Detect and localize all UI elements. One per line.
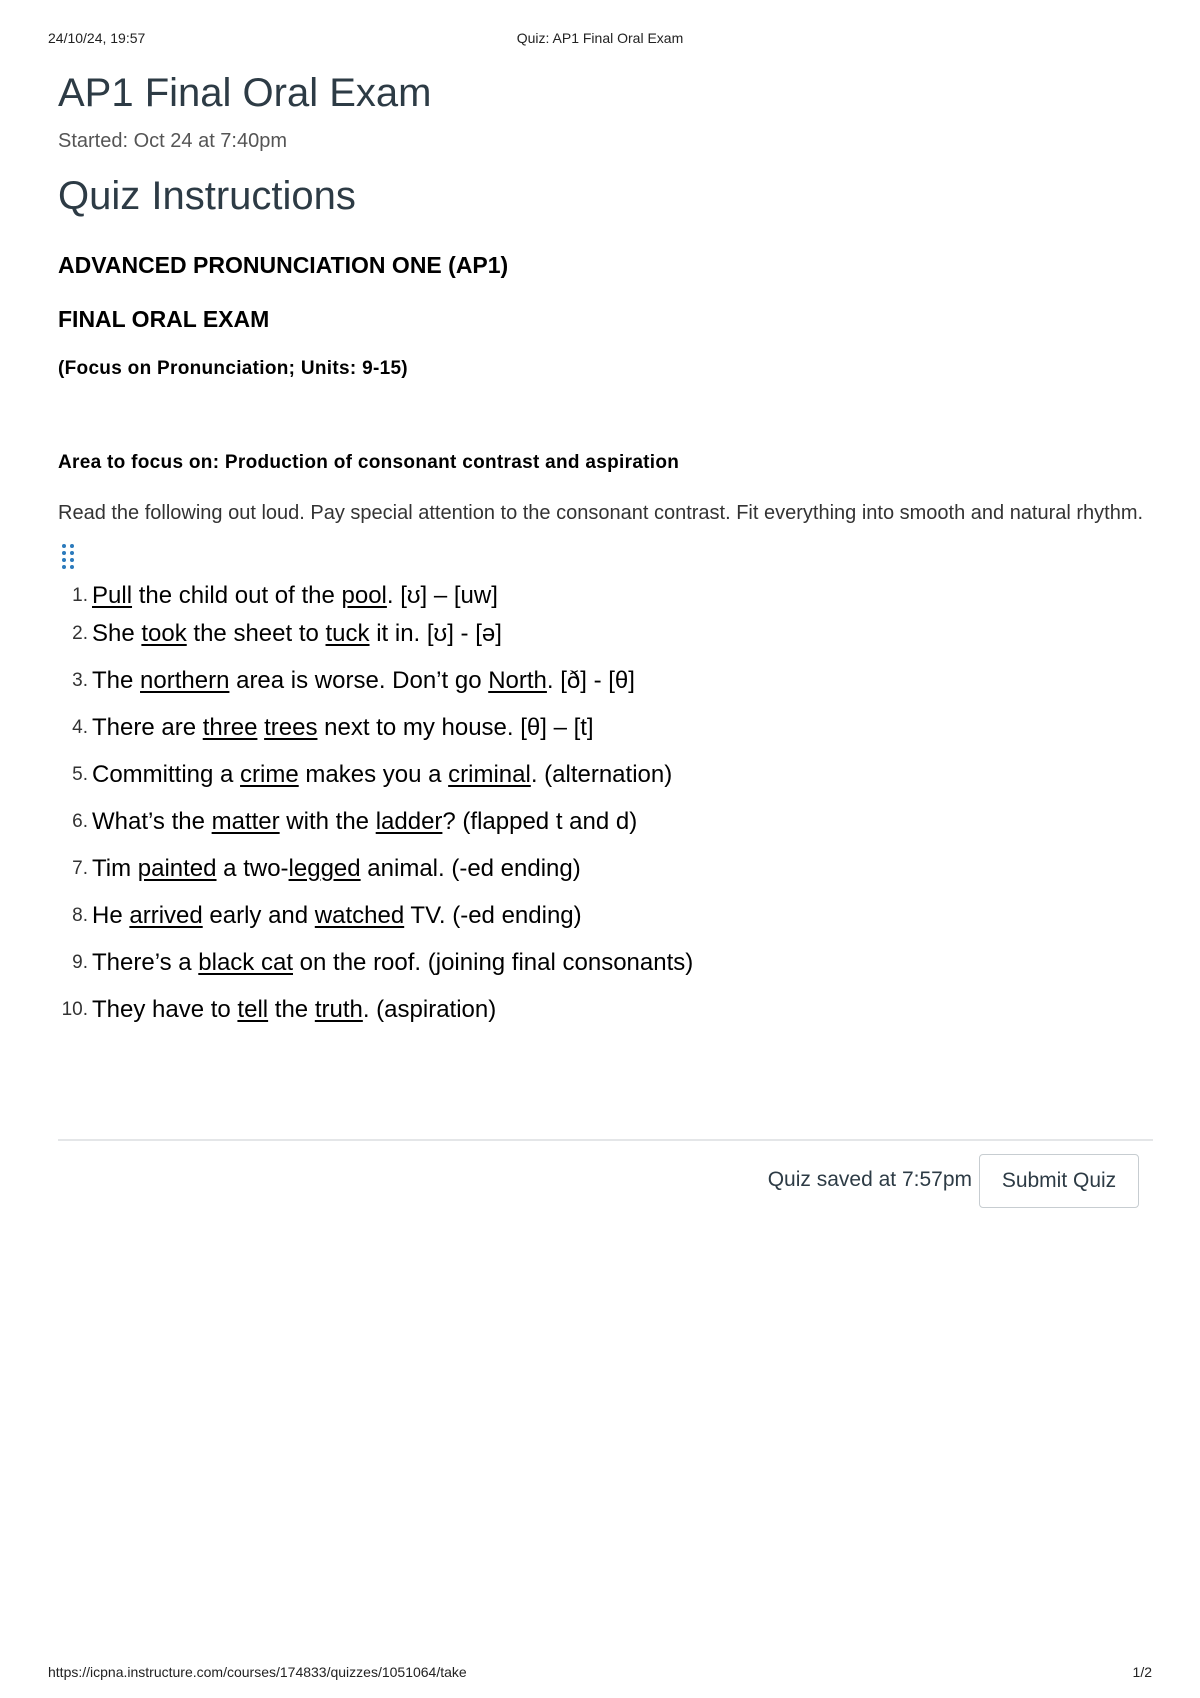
sentence-text: animal. (-ed ending) [360,855,581,882]
print-header [48,30,1152,50]
underlined-word: arrived [129,902,203,929]
underlined-word: took [141,620,187,647]
underlined-word: trees [264,714,318,741]
submit-quiz-button[interactable]: Submit Quiz [979,1154,1139,1208]
sentence-number: 2. [72,623,88,644]
sentence-item [58,663,1148,710]
sentence-text: ? (flapped t and d) [442,808,638,835]
quiz-saved-status: Quiz saved at 7:57pm [767,1168,972,1191]
underlined-word: North [488,667,547,694]
sentence-item [58,710,1148,757]
sentence-text: Committing a [92,761,241,788]
started-timestamp: Started: Oct 24 at 7:40pm [58,130,288,152]
sentence-text: . (alternation) [530,761,673,788]
sentence-text: a two- [216,855,289,882]
underlined-word: Pull [92,582,133,609]
sentence-text: the sheet to [186,620,326,647]
sentence-number: 4. [72,717,88,738]
instructions-heading: Quiz Instructions [58,174,356,218]
read-instructions: Read the following out loud. Pay special attention to the consonant contrast. Fit everything into smooth and natural rhythm. [58,502,1144,524]
sentence-text: early and [202,902,315,929]
sentence-text: What’s the [92,808,212,835]
sentence-text: . (aspiration) [362,996,497,1023]
sentence-number: 9. [72,952,88,973]
sentence-number: 5. [72,764,88,785]
underlined-word: crime [240,761,299,788]
area-focus: Area to focus on: Production of consonant contrast and aspiration [58,452,680,473]
sentence-text: the [268,996,315,1023]
sentence-text: the child out of the [132,582,342,609]
sentence-text: He [92,902,130,929]
print-footer [48,1664,1152,1684]
underlined-word: painted [137,855,217,882]
drag-handle-icon[interactable] [62,544,76,570]
sentence-text: area is worse. Don’t go [229,667,489,694]
sentence-item [58,757,1148,804]
sentence-number: 8. [72,905,88,926]
sentence-text: They have to [92,996,238,1023]
course-title: ADVANCED PRONUNCIATION ONE (AP1) [58,252,509,278]
sentence-text: . [ʊ] – [uw] [386,582,498,609]
divider [58,1139,1153,1141]
sentence-item [58,578,1148,616]
quiz-content [58,68,1148,1039]
print-date: 24/10/24, 19:57 [48,30,146,46]
sentence-text: . [ð] - [θ] [546,667,635,694]
underlined-word: matter [211,808,280,835]
sentence-text: The [92,667,141,694]
exam-title: FINAL ORAL EXAM [58,306,270,332]
underlined-word: tell [237,996,269,1023]
sentence-text: it in. [ʊ] - [ə] [369,620,502,647]
sentence-text: There’s a [92,949,199,976]
sentence-item [58,616,1148,663]
sentence-item [58,945,1148,992]
underlined-word: pool [341,582,387,609]
underlined-word: black cat [198,949,293,976]
page-title: AP1 Final Oral Exam [58,71,432,115]
sentence-number: 3. [72,670,88,691]
sentence-text: TV. (-ed ending) [404,902,582,929]
print-page-number: 1/2 [1132,1664,1152,1680]
print-page-title: Quiz: AP1 Final Oral Exam [516,30,684,46]
sentence-number: 1. [72,585,88,606]
underlined-word: northern [140,667,230,694]
sentence-list [58,578,1148,1039]
sentence-item [58,898,1148,945]
sentence-number: 7. [72,858,88,879]
underlined-word: watched [314,902,405,929]
sentence-item [58,851,1148,898]
sentence-text: on the roof. (joining final consonants) [293,949,694,976]
sentence-item [58,804,1148,851]
sentence-text: She [92,620,142,647]
underlined-word: legged [288,855,361,882]
sentence-text: makes you a [298,761,449,788]
sentence-number: 10. [61,999,88,1020]
sentence-text: next to my house. [θ] – [t] [317,714,594,741]
underlined-word: tuck [325,620,370,647]
sentence-text: There are [92,714,203,741]
underlined-word: ladder [375,808,443,835]
underlined-word: truth [314,996,363,1023]
sentence-number: 6. [72,811,88,832]
underlined-word: three [202,714,258,741]
underlined-word: criminal [448,761,531,788]
sentence-text: with the [279,808,376,835]
focus-units: (Focus on Pronunciation; Units: 9-15) [58,358,408,379]
sentence-item [58,992,1148,1039]
print-url: https://icpna.instructure.com/courses/174833/quizzes/1051064/take [48,1664,467,1680]
sentence-text: Tim [92,855,138,882]
